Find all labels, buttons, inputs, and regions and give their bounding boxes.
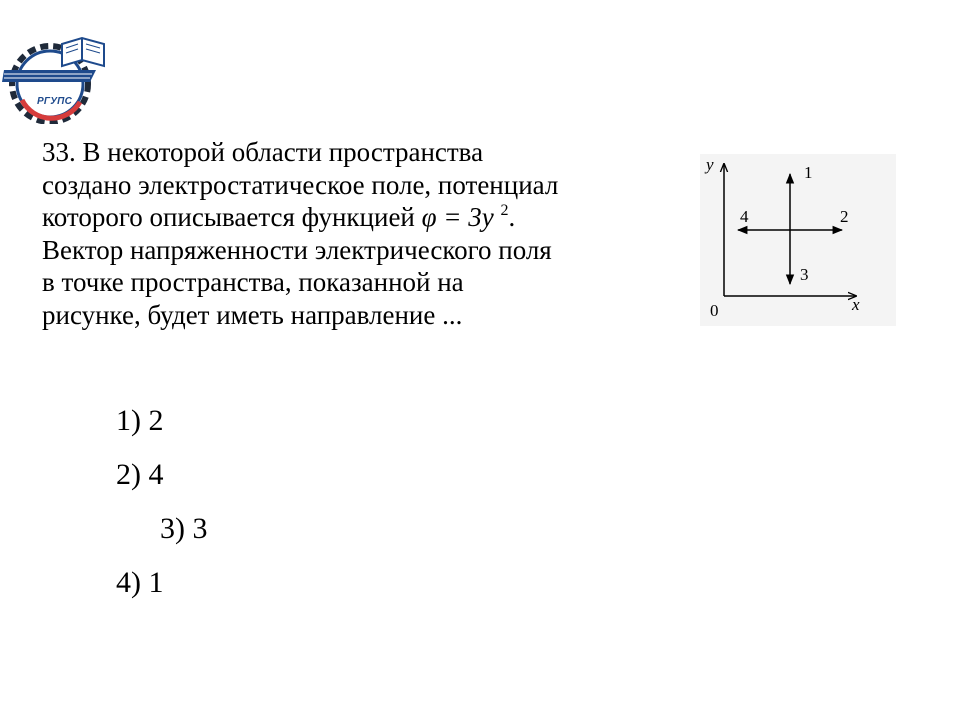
logo-emblem-icon: [0, 30, 118, 124]
y-axis-label: y: [706, 155, 714, 174]
answer-option-4[interactable]: 4) 1: [116, 566, 164, 599]
answer-option-1[interactable]: 1) 2: [116, 404, 164, 437]
question-text: [42, 136, 682, 331]
question-line-1: 33. В некоторой области пространства: [42, 137, 484, 167]
question-line-3: [42, 201, 682, 234]
arrow-3-label: 3: [800, 265, 809, 284]
potential-formula: [422, 202, 509, 232]
question-line-6: рисунке, будет иметь направление ...: [42, 299, 463, 330]
field-diagram: [700, 154, 896, 326]
question-line-4: Вектор напряженности электрического поля: [42, 234, 552, 265]
formula-exponent: 2: [500, 202, 509, 219]
university-logo: [0, 30, 118, 124]
answer-option-2[interactable]: 2) 4: [116, 458, 164, 491]
question-line-5: в точке пространства, показанной на: [42, 267, 464, 297]
answer-option-3[interactable]: 3) 3: [160, 512, 208, 545]
formula-end: .: [508, 202, 516, 232]
diagram-canvas: [700, 154, 896, 326]
question-line-2: создано электростатическое поле, потенциал: [42, 169, 559, 200]
arrow-1-label: 1: [804, 163, 813, 182]
x-axis-label: x: [852, 295, 860, 314]
origin-label: 0: [710, 301, 719, 320]
logo-text: РГУПС: [37, 96, 72, 107]
arrow-2-label: 2: [840, 207, 849, 226]
arrow-4-label: 4: [740, 207, 749, 226]
formula-base: φ = 3y: [421, 202, 494, 232]
question-line-3-text: которого описывается функцией: [42, 202, 415, 232]
